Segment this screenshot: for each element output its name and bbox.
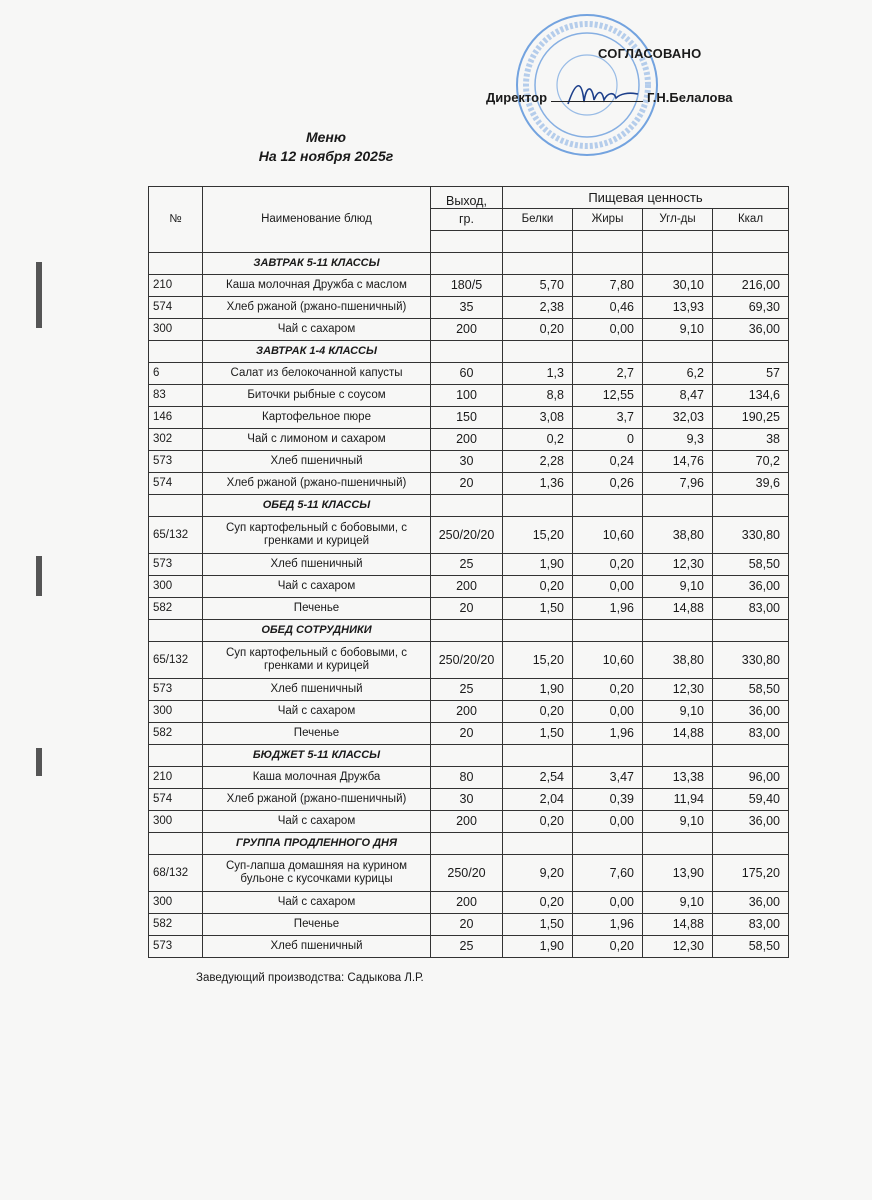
cell-carbs: 9,10 (643, 811, 713, 833)
cell-kcal: 83,00 (713, 723, 789, 745)
table-row (149, 701, 789, 723)
cell-dish-name: Чай с сахаром (203, 892, 431, 914)
section-row (149, 495, 789, 517)
header-name: Наименование блюд (203, 187, 431, 253)
header-nutrition: Пищевая ценность (503, 187, 789, 209)
cell-kcal: 330,80 (713, 517, 789, 554)
cell-code: 300 (149, 576, 203, 598)
cell-code: 582 (149, 723, 203, 745)
cell-fat: 0,24 (573, 451, 643, 473)
cell-carbs: 38,80 (643, 517, 713, 554)
cell-protein: 1,50 (503, 723, 573, 745)
cell-carbs: 30,10 (643, 275, 713, 297)
cell-protein: 15,20 (503, 517, 573, 554)
signature-line (551, 91, 643, 102)
cell-fat: 0,46 (573, 297, 643, 319)
cell-code: 582 (149, 598, 203, 620)
cell-kcal: 83,00 (713, 914, 789, 936)
section-row (149, 745, 789, 767)
table-row (149, 914, 789, 936)
header-num: № (149, 187, 203, 253)
cell-output: 20 (431, 723, 503, 745)
scan-edge-mark (36, 556, 42, 596)
cell-empty (149, 833, 203, 855)
section-title: ЗАВТРАК 5-11 КЛАССЫ (203, 253, 431, 275)
section-title: ГРУППА ПРОДЛЕННОГО ДНЯ (203, 833, 431, 855)
cell-fat: 1,96 (573, 914, 643, 936)
cell-carbs: 12,30 (643, 554, 713, 576)
table-row (149, 297, 789, 319)
cell-code: 574 (149, 789, 203, 811)
cell-carbs: 7,96 (643, 473, 713, 495)
cell-output: 20 (431, 598, 503, 620)
section-row (149, 833, 789, 855)
header-output-top: Выход, (431, 187, 503, 209)
cell-protein: 0,20 (503, 701, 573, 723)
header-kcal: Ккал (713, 209, 789, 231)
cell-fat: 1,96 (573, 598, 643, 620)
cell-protein: 2,38 (503, 297, 573, 319)
cell-code: 300 (149, 892, 203, 914)
cell-output: 60 (431, 363, 503, 385)
cell-fat: 10,60 (573, 642, 643, 679)
cell-protein: 1,36 (503, 473, 573, 495)
section-row (149, 341, 789, 363)
cell-output: 200 (431, 576, 503, 598)
cell-kcal: 57 (713, 363, 789, 385)
menu-title: Меню (305, 129, 346, 145)
table-row (149, 517, 789, 554)
cell-carbs: 9,10 (643, 576, 713, 598)
cell-kcal: 330,80 (713, 642, 789, 679)
cell-code: 300 (149, 811, 203, 833)
table-row (149, 385, 789, 407)
cell-carbs: 14,76 (643, 451, 713, 473)
cell-protein: 1,50 (503, 914, 573, 936)
cell-fat: 0,20 (573, 936, 643, 958)
cell-code: 6 (149, 363, 203, 385)
cell-output: 200 (431, 701, 503, 723)
cell-code: 68/132 (149, 855, 203, 892)
cell-carbs: 9,10 (643, 892, 713, 914)
cell-output: 200 (431, 429, 503, 451)
cell-empty (149, 620, 203, 642)
cell-code: 573 (149, 936, 203, 958)
scan-edge-mark (36, 748, 42, 776)
cell-dish-name: Хлеб пшеничный (203, 451, 431, 473)
cell-fat: 12,55 (573, 385, 643, 407)
cell-protein: 5,70 (503, 275, 573, 297)
cell-output: 20 (431, 914, 503, 936)
cell-carbs: 14,88 (643, 598, 713, 620)
cell-kcal: 58,50 (713, 554, 789, 576)
cell-protein: 0,20 (503, 319, 573, 341)
cell-code: 83 (149, 385, 203, 407)
cell-output: 20 (431, 473, 503, 495)
table-row (149, 275, 789, 297)
cell-fat: 1,96 (573, 723, 643, 745)
section-title: БЮДЖЕТ 5-11 КЛАССЫ (203, 745, 431, 767)
cell-kcal: 36,00 (713, 701, 789, 723)
table-row (149, 679, 789, 701)
cell-protein: 1,90 (503, 936, 573, 958)
cell-fat: 3,47 (573, 767, 643, 789)
cell-empty (149, 495, 203, 517)
cell-output: 30 (431, 789, 503, 811)
director-position: Директор (486, 90, 548, 105)
table-row (149, 767, 789, 789)
cell-kcal: 36,00 (713, 576, 789, 598)
cell-protein: 3,08 (503, 407, 573, 429)
cell-protein: 1,90 (503, 554, 573, 576)
cell-carbs: 38,80 (643, 642, 713, 679)
cell-kcal: 36,00 (713, 811, 789, 833)
cell-fat: 0,00 (573, 576, 643, 598)
cell-output: 200 (431, 811, 503, 833)
menu-body (149, 253, 789, 958)
cell-dish-name: Хлеб ржаной (ржано-пшеничный) (203, 789, 431, 811)
cell-dish-name: Хлеб пшеничный (203, 679, 431, 701)
cell-fat: 0,00 (573, 811, 643, 833)
cell-dish-name: Суп картофельный с бобовыми, с гренками и курицей (203, 517, 431, 554)
cell-fat: 2,7 (573, 363, 643, 385)
cell-code: 210 (149, 275, 203, 297)
table-row (149, 473, 789, 495)
cell-protein: 8,8 (503, 385, 573, 407)
cell-output: 25 (431, 679, 503, 701)
table-row (149, 723, 789, 745)
section-title: ОБЕД СОТРУДНИКИ (203, 620, 431, 642)
cell-fat: 0,26 (573, 473, 643, 495)
cell-fat: 7,60 (573, 855, 643, 892)
cell-dish-name: Хлеб пшеничный (203, 554, 431, 576)
cell-carbs: 6,2 (643, 363, 713, 385)
cell-code: 300 (149, 319, 203, 341)
header-protein: Белки (503, 209, 573, 231)
table-row (149, 363, 789, 385)
cell-output: 200 (431, 892, 503, 914)
cell-kcal: 36,00 (713, 892, 789, 914)
cell-fat: 0,39 (573, 789, 643, 811)
cell-fat: 10,60 (573, 517, 643, 554)
cell-code: 573 (149, 554, 203, 576)
cell-kcal: 58,50 (713, 679, 789, 701)
cell-output: 250/20/20 (431, 642, 503, 679)
table-row (149, 789, 789, 811)
section-title: ЗАВТРАК 1-4 КЛАССЫ (203, 341, 431, 363)
cell-carbs: 14,88 (643, 914, 713, 936)
cell-dish-name: Салат из белокочанной капусты (203, 363, 431, 385)
cell-carbs: 9,10 (643, 701, 713, 723)
cell-kcal: 39,6 (713, 473, 789, 495)
cell-dish-name: Картофельное пюре (203, 407, 431, 429)
cell-dish-name: Чай с сахаром (203, 701, 431, 723)
cell-output: 150 (431, 407, 503, 429)
cell-empty (149, 253, 203, 275)
cell-dish-name: Чай с сахаром (203, 576, 431, 598)
cell-carbs: 13,93 (643, 297, 713, 319)
cell-carbs: 13,90 (643, 855, 713, 892)
cell-fat: 0,00 (573, 701, 643, 723)
cell-output: 30 (431, 451, 503, 473)
table-row (149, 598, 789, 620)
cell-carbs: 8,47 (643, 385, 713, 407)
cell-output: 200 (431, 319, 503, 341)
cell-fat: 0,20 (573, 554, 643, 576)
section-row (149, 253, 789, 275)
cell-code: 210 (149, 767, 203, 789)
cell-dish-name: Печенье (203, 723, 431, 745)
cell-kcal: 190,25 (713, 407, 789, 429)
cell-kcal: 38 (713, 429, 789, 451)
cell-protein: 9,20 (503, 855, 573, 892)
cell-dish-name: Суп картофельный с бобовыми, с гренками и курицей (203, 642, 431, 679)
cell-code: 300 (149, 701, 203, 723)
cell-output: 100 (431, 385, 503, 407)
cell-code: 302 (149, 429, 203, 451)
cell-code: 574 (149, 473, 203, 495)
cell-carbs: 13,38 (643, 767, 713, 789)
table-row (149, 407, 789, 429)
cell-dish-name: Печенье (203, 914, 431, 936)
cell-kcal: 36,00 (713, 319, 789, 341)
table-row (149, 855, 789, 892)
cell-dish-name: Суп-лапша домашняя на курином бульоне с кусочками курицы (203, 855, 431, 892)
cell-output: 80 (431, 767, 503, 789)
table-row (149, 936, 789, 958)
cell-carbs: 14,88 (643, 723, 713, 745)
cell-protein: 1,3 (503, 363, 573, 385)
table-row (149, 451, 789, 473)
cell-protein: 2,28 (503, 451, 573, 473)
cell-kcal: 134,6 (713, 385, 789, 407)
table-header-row (149, 187, 789, 209)
cell-output: 180/5 (431, 275, 503, 297)
cell-code: 65/132 (149, 642, 203, 679)
cell-fat: 3,7 (573, 407, 643, 429)
cell-dish-name: Чай с сахаром (203, 811, 431, 833)
cell-dish-name: Печенье (203, 598, 431, 620)
cell-protein: 0,20 (503, 892, 573, 914)
cell-fat: 7,80 (573, 275, 643, 297)
footer-signature-note: Заведующий производства: Садыкова Л.Р. (196, 972, 424, 984)
cell-protein: 1,50 (503, 598, 573, 620)
cell-output: 25 (431, 554, 503, 576)
table-row (149, 811, 789, 833)
header-carbs: Угл-ды (643, 209, 713, 231)
cell-output: 35 (431, 297, 503, 319)
cell-protein: 2,04 (503, 789, 573, 811)
cell-kcal: 175,20 (713, 855, 789, 892)
cell-fat: 0,00 (573, 319, 643, 341)
cell-code: 573 (149, 679, 203, 701)
cell-dish-name: Хлеб ржаной (ржано-пшеничный) (203, 297, 431, 319)
cell-dish-name: Хлеб ржаной (ржано-пшеничный) (203, 473, 431, 495)
cell-protein: 0,20 (503, 811, 573, 833)
table-row (149, 892, 789, 914)
cell-dish-name: Каша молочная Дружба (203, 767, 431, 789)
cell-carbs: 12,30 (643, 936, 713, 958)
cell-code: 574 (149, 297, 203, 319)
cell-empty (149, 341, 203, 363)
cell-carbs: 12,30 (643, 679, 713, 701)
cell-protein: 15,20 (503, 642, 573, 679)
menu-table (148, 186, 789, 958)
cell-code: 573 (149, 451, 203, 473)
cell-fat: 0,00 (573, 892, 643, 914)
table-row (149, 429, 789, 451)
cell-carbs: 9,3 (643, 429, 713, 451)
section-row (149, 620, 789, 642)
cell-carbs: 11,94 (643, 789, 713, 811)
cell-output: 250/20 (431, 855, 503, 892)
director-name: Г.Н.Белалова (647, 90, 733, 105)
cell-protein: 2,54 (503, 767, 573, 789)
cell-code: 146 (149, 407, 203, 429)
director-line (486, 90, 733, 105)
menu-heading (236, 128, 416, 166)
table-row (149, 319, 789, 341)
cell-empty (149, 745, 203, 767)
header-fat: Жиры (573, 209, 643, 231)
cell-dish-name: Каша молочная Дружба с маслом (203, 275, 431, 297)
cell-carbs: 32,03 (643, 407, 713, 429)
table-row (149, 576, 789, 598)
cell-dish-name: Хлеб пшеничный (203, 936, 431, 958)
cell-output: 25 (431, 936, 503, 958)
menu-date: На 12 ноября 2025г (258, 148, 394, 164)
table-row (149, 642, 789, 679)
table-row (149, 554, 789, 576)
cell-protein: 1,90 (503, 679, 573, 701)
section-title: ОБЕД 5-11 КЛАССЫ (203, 495, 431, 517)
cell-code: 65/132 (149, 517, 203, 554)
cell-kcal: 69,30 (713, 297, 789, 319)
cell-fat: 0 (573, 429, 643, 451)
cell-kcal: 216,00 (713, 275, 789, 297)
cell-dish-name: Биточки рыбные с соусом (203, 385, 431, 407)
cell-kcal: 96,00 (713, 767, 789, 789)
cell-carbs: 9,10 (643, 319, 713, 341)
cell-output: 250/20/20 (431, 517, 503, 554)
cell-kcal: 83,00 (713, 598, 789, 620)
cell-dish-name: Чай с сахаром (203, 319, 431, 341)
scan-edge-mark (36, 262, 42, 328)
cell-fat: 0,20 (573, 679, 643, 701)
cell-code: 582 (149, 914, 203, 936)
approval-title: СОГЛАСОВАНО (598, 46, 702, 61)
cell-kcal: 58,50 (713, 936, 789, 958)
header-output-bottom: гр. (431, 209, 503, 231)
cell-protein: 0,2 (503, 429, 573, 451)
cell-protein: 0,20 (503, 576, 573, 598)
cell-dish-name: Чай с лимоном и сахаром (203, 429, 431, 451)
cell-kcal: 70,2 (713, 451, 789, 473)
cell-kcal: 59,40 (713, 789, 789, 811)
